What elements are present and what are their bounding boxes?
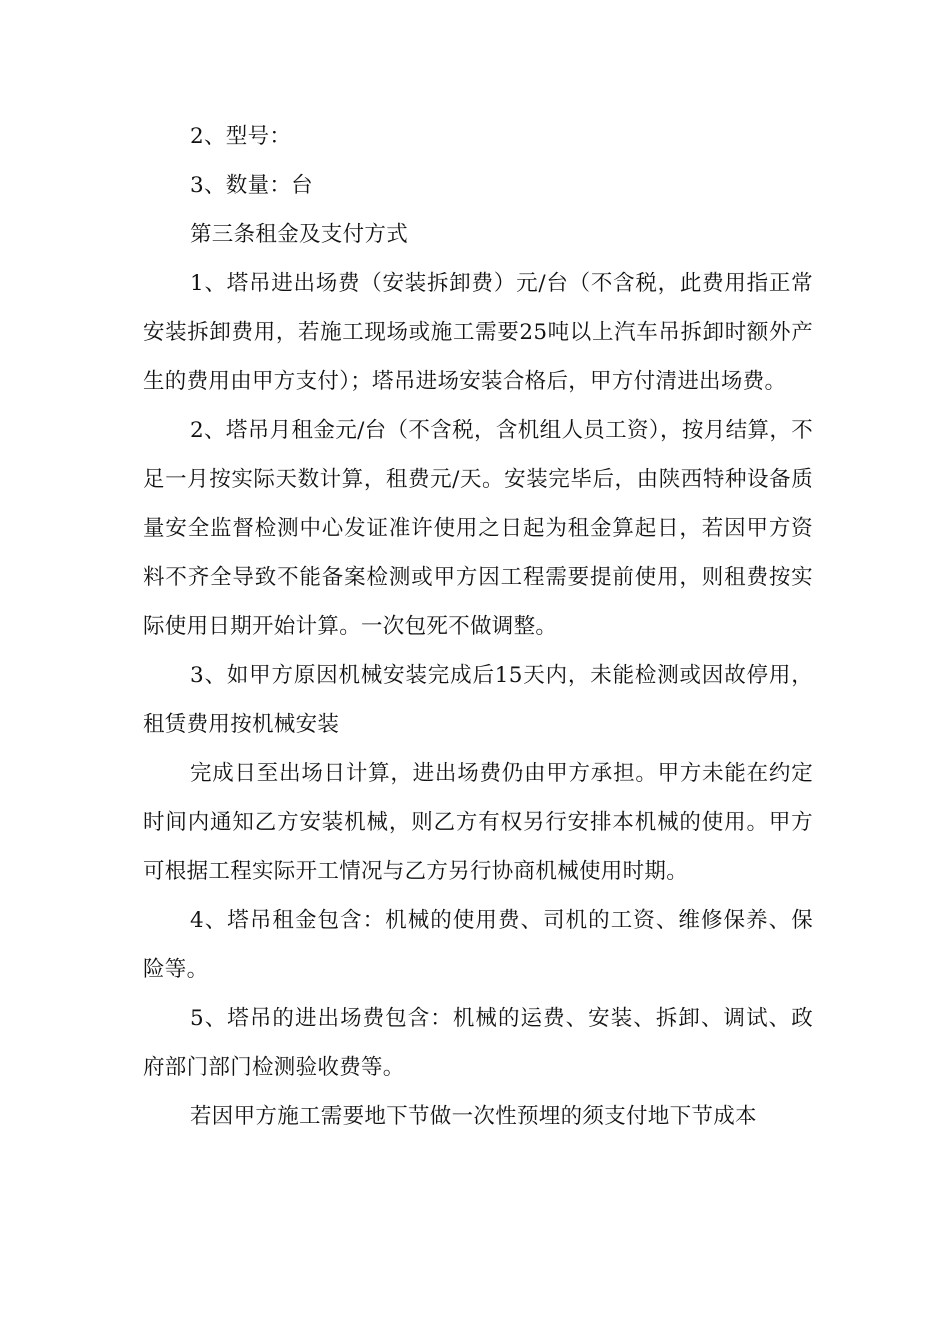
- paragraph-monthly-rent: 2、塔吊月租金元/台（不含税，含机组人员工资），按月结算，不足一月按实际天数计算，租费元/天。安装完毕后，由陕西特种设备质量安全监督检测中心发证准许使用之日起为租金算起日，若因甲方资料不齐全导致不能备案检测或甲方因工程需要提前使用，则租费按实际使用日期开始计算。一次包死不做调整。: [143, 418, 813, 639]
- paragraph-model: 2、型号：: [190, 124, 292, 149]
- paragraph-fee-includes: 5、塔吊的进出场费包含：机械的运费、安装、拆卸、调试、政府部门部门检测验收费等。: [143, 1006, 813, 1080]
- paragraph-rent-includes: 4、塔吊租金包含：机械的使用费、司机的工资、维修保养、保险等。: [143, 908, 813, 982]
- paragraph-completion-date: 完成日至出场日计算，进出场费仍由甲方承担。甲方未能在约定时间内通知乙方安装机械，则乙方有权另行安排本机械的使用。甲方可根据工程实际开工情况与乙方另行协商机械使用时期。: [143, 761, 813, 884]
- paragraph-delay-clause: 3、如甲方原因机械安装完成后15天内，未能检测或因故停用，租赁费用按机械安装: [143, 663, 813, 737]
- paragraph-underground-section: 若因甲方施工需要地下节做一次性预埋的须支付地下节成本: [190, 1104, 757, 1129]
- section-heading-rent-payment: 第三条租金及支付方式: [190, 222, 409, 247]
- paragraph-entry-exit-fee: 1、塔吊进出场费（安装拆卸费）元/台（不含税，此费用指正常安装拆卸费用，若施工现场或施工需要25吨以上汽车吊拆卸时额外产生的费用由甲方支付）；塔吊进场安装合格后，甲方付清进出场费。: [143, 271, 813, 394]
- document-body: [143, 112, 813, 1141]
- paragraph-quantity: 3、数量：台: [190, 173, 313, 198]
